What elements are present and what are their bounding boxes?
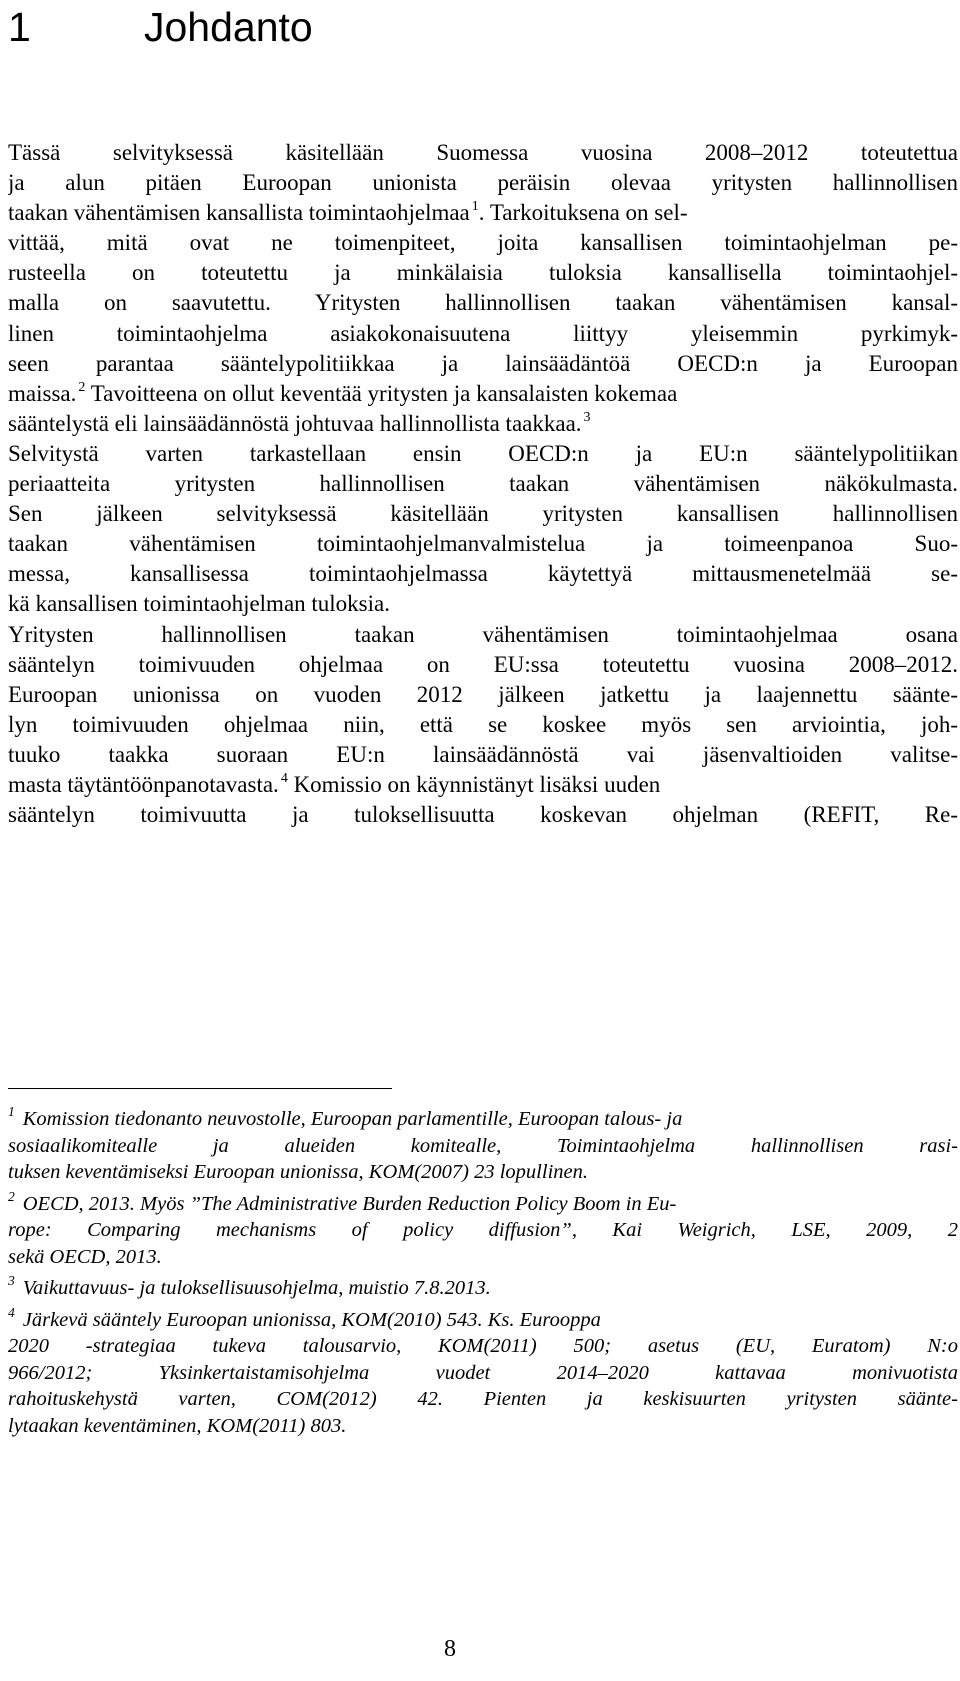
body-line: rusteella on toteutettu ja minkälaisia tuloksia kansallisella toimintaohjel- [8,260,958,286]
body-text-fragment: Tavoitteena on ollut keventää yritysten ja kansalaisten kokemaa [85,380,678,406]
footnote-line [8,1188,958,1218]
body-text-fragment: sääntelystä eli lainsäädännöstä johtuvaa hallinnollista taakkaa. [8,410,582,436]
body-text-fragment: masta täytäntöönpanotavasta. [8,771,279,797]
body-line: sääntelyn toimivuuden ohjelmaa on EU:ssa toteutettu vuosina 2008–2012. [8,651,958,677]
footnote-ref: 4 [280,770,288,786]
body-line: tuuko taakka suoraan EU:n lainsäädännöstä vai jäsenvaltioiden valitse- [8,741,958,767]
body-line: Yritysten hallinnollisen taakan vähentämisen toimintaohjelmaa osana [8,621,958,647]
body-line: ja alun pitäen Euroopan unionista peräisin olevaa yritysten hallinnollisen [8,170,958,196]
footnote-text: Komission tiedonanto neuvostolle, Euroopan parlamentille, Euroopan talous- ja [22,1108,683,1130]
body-line [8,409,958,439]
body-line: sääntelyn toimivuutta ja tuloksellisuutta koskevan ohjelman (REFIT, Re- [8,802,958,828]
body-line: Tässä selvityksessä käsitellään Suomessa vuosina 2008–2012 toteutettua [8,140,958,165]
footnotes [8,1106,958,1439]
chapter-heading [8,2,313,52]
body-line: periaatteita yritysten hallinnollisen taakan vähentämisen näkökulmasta. [8,471,958,497]
body-line [8,770,958,800]
footnote-line [8,1275,958,1302]
footnote-line [8,1106,958,1133]
footnote-text: Järkevä sääntely Euroopan unionissa, KOM(2010) 543. Ks. Eurooppa [22,1308,601,1331]
footnote-line: tuksen keventämiseksi Euroopan unionissa, KOM(2007) 23 lopullinen. [8,1161,588,1183]
body-line: linen toimintaohjelma asiakokonaisuutena liittyy yleisemmin pyrkimyk- [8,320,958,346]
footnote-ref: 3 [583,409,591,425]
body-text-fragment: taakan vähentämisen kansallista toimintaohjelmaa [8,200,470,226]
body-line: messa, kansallisessa toimintaohjelmassa käytettyä mittausmenetelmää se- [8,561,958,587]
body-line: kä kansallisen toimintaohjelman tuloksia. [8,591,390,617]
page-number: 8 [444,1636,456,1662]
footnote-text: Vaikuttavuus- ja tuloksellisuusohjelma, muistio 7.8.2013. [22,1277,491,1299]
footnote-line: 966/2012; Yksinkertaistamisohjelma vuodet 2014–2020 kattavaa monivuotista [8,1361,958,1384]
footnote-separator [8,1088,392,1089]
footnote-number: 2 [8,1188,15,1204]
footnote-line: 2020 -strategiaa tukeva talousarvio, KOM(2011) 500; asetus (EU, Euratom) N:o [8,1335,958,1357]
footnote-line: rahoituskehystä varten, COM(2012) 42. Pienten ja keskisuurten yritysten säänte- [8,1388,958,1410]
body-line: Euroopan unionissa on vuoden 2012 jälkeen jatkettu ja laajennettu säänte- [8,681,958,707]
body-text-fragment: . Tarkoituksena on sel- [478,200,688,226]
chapter-number: 1 [8,4,31,50]
footnote-number: 3 [8,1273,15,1288]
body-text-fragment: maissa. [8,380,77,406]
body-line [8,379,958,409]
footnote-line: rope: Comparing mechanisms of policy diffusion”, Kai Weigrich, LSE, 2009, 2 [8,1219,958,1241]
body-line: lyn toimivuuden ohjelmaa niin, että se koskee myös sen arviointia, joh- [8,711,958,737]
footnote-line: lytaakan keventäminen, KOM(2011) 803. [8,1414,347,1437]
footnote-line [8,1304,958,1334]
footnote-line: sekä OECD, 2013. [8,1245,162,1268]
footnote-text: OECD, 2013. Myös ”The Administrative Burden Reduction Policy Boom in Eu- [22,1192,677,1215]
body-line: seen parantaa sääntelypolitiikkaa ja lainsäädäntöä OECD:n ja Euroopan [8,350,958,376]
body-line: Sen jälkeen selvityksessä käsitellään yritysten kansallisen hallinnollisen [8,501,958,527]
body-line: Selvitystä varten tarkastellaan ensin OECD:n ja EU:n sääntelypolitiikan [8,440,958,466]
body-text-fragment: Komissio on käynnistänyt lisäksi uuden [287,771,661,797]
footnote-ref: 2 [78,379,86,395]
chapter-title: Johdanto [144,4,313,50]
body-text [8,138,958,830]
body-line: malla on saavutettu. Yritysten hallinnollisen taakan vähentämisen kansal- [8,290,958,316]
footnote-line: sosiaalikomitealle ja alueiden komitealle, Toimintaohjelma hallinnollisen rasi- [8,1134,958,1157]
footnote-number: 1 [8,1104,15,1119]
body-line: vittää, mitä ovat ne toimenpiteet, joita kansallisen toimintaohjelman pe- [8,230,958,256]
footnote-ref: 1 [471,199,479,215]
body-line: taakan vähentämisen toimintaohjelmanvalmistelua ja toimeenpanoa Suo- [8,531,958,557]
footnote-number: 4 [8,1304,15,1320]
body-line [8,198,958,228]
